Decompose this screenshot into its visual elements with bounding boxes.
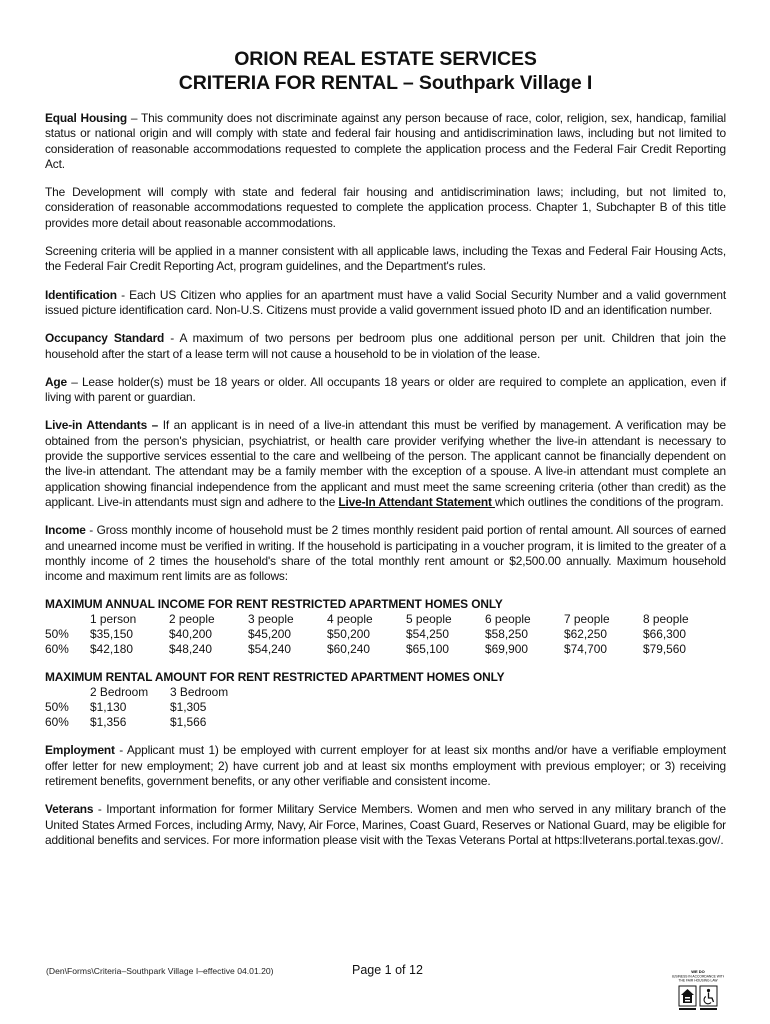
income-header-cell: 3 people xyxy=(248,612,294,627)
occupancy-paragraph xyxy=(45,331,726,362)
table-cell: $79,560 xyxy=(643,642,686,657)
income-table-header-row xyxy=(45,612,722,627)
veterans-term: Veterans xyxy=(45,802,94,817)
logo-text-2: BUSINESS IN ACCORDANCE WITH xyxy=(672,974,724,979)
row-label: 50% xyxy=(45,700,69,715)
live-in-text: If an applicant is in need of a live-in attendant this must be verified by management. A verification may be obtained from the person's physician, psychiatrist, or health care provider verifying whether the live-in attendant is necessary to provide the supportive services essential to the care and wellbeing of the person. The applicant cannot be financially dependent on the live-in attendant. The attendant may be a family member with the exception of a spouse. A live-in attendant must complete an application showing financial independence from the applicant and must meet the same screening criteria (other than credit) as the applicant. Live-in attendants must sign and adhere to the xyxy=(45,418,727,509)
table-cell: $40,200 xyxy=(169,627,212,642)
table-cell: $1,566 xyxy=(170,715,207,730)
income-table xyxy=(45,612,722,657)
income-header-cell: 2 people xyxy=(169,612,215,627)
table-cell: $1,305 xyxy=(170,700,207,715)
table-cell: $35,150 xyxy=(90,627,133,642)
income-header-cell: 8 people xyxy=(643,612,689,627)
company-title: ORION REAL ESTATE SERVICES xyxy=(234,48,537,70)
live-in-term: Live-in Attendants – xyxy=(45,418,159,433)
development-paragraph: The Development will comply with state and federal fair housing and antidiscrimination laws; including, but not limited to, consideration of reasonable accommodations requested to complete the application process. Chapter 1, Subchapter B of this title provides more detail about reasonable accommodations. xyxy=(45,185,726,230)
rent-table-header-row xyxy=(45,685,250,700)
table-cell: $54,250 xyxy=(406,627,449,642)
table-cell: $54,240 xyxy=(248,642,291,657)
row-label: 60% xyxy=(45,642,69,657)
equal-housing-paragraph xyxy=(45,111,726,172)
rent-header-cell: 3 Bedroom xyxy=(170,685,229,700)
table-cell: $50,200 xyxy=(327,627,370,642)
age-paragraph xyxy=(45,375,726,406)
table-cell: $66,300 xyxy=(643,627,686,642)
rent-header-cell: 2 Bedroom xyxy=(90,685,149,700)
table-cell: $60,240 xyxy=(327,642,370,657)
table-cell: $1,130 xyxy=(90,700,127,715)
document-title: CRITERIA FOR RENTAL – Southpark Village I xyxy=(178,72,593,94)
equal-housing-text: – This community does not discriminate against any person because of race, color, religion, sex, handicap, familial status or national origin and will comply with state and federal fair housing and antidiscrimination laws, including but not limited to consideration of reasonable accommodations requested to complete the application process and the Federal Fair Credit Reporting Act. xyxy=(45,111,726,171)
table-row xyxy=(45,642,722,657)
rent-table xyxy=(45,685,250,730)
row-label: 50% xyxy=(45,627,69,642)
table-row xyxy=(45,627,722,642)
income-paragraph xyxy=(45,523,726,584)
screening-paragraph: Screening criteria will be applied in a manner consistent with all applicable laws, including the Texas and Federal Fair Housing Acts, the Federal Fair Credit Reporting Act, program guidelines, and the Department's rules. xyxy=(45,244,726,274)
employment-text: - Applicant must 1) be employed with current employer for at least six months and/or have a verifiable employment offer letter for new employment; 2) have current job and at least six months employment with previous employer; or 3) receiving retirement benefits, government benefits, or any other verifiable and consistent income. xyxy=(45,743,726,789)
table-cell: $42,180 xyxy=(90,642,133,657)
footer-file-path: (Den\Forms\Criteria–Southpark Village I–effective 04.01.20) xyxy=(46,966,274,976)
veterans-paragraph xyxy=(45,802,726,848)
live-in-statement-link[interactable]: Live-In Attendant Statement xyxy=(338,494,495,509)
live-in-paragraph xyxy=(45,418,726,510)
table-cell: $69,900 xyxy=(485,642,528,657)
row-label: 60% xyxy=(45,715,69,730)
employment-paragraph xyxy=(45,743,726,789)
page-number: Page 1 of 12 xyxy=(352,963,423,977)
occupancy-term: Occupancy Standard xyxy=(45,331,165,346)
income-header-cell: 7 people xyxy=(564,612,610,627)
age-text: – Lease holder(s) must be 18 years or older. All occupants 18 years or older are required to complete an application, even if living with parent or guardian. xyxy=(45,374,726,405)
table-cell: $62,250 xyxy=(564,627,607,642)
identification-term: Identification xyxy=(45,287,117,302)
house-body-shape xyxy=(683,995,692,1003)
income-text: - Gross monthly income of household must be 2 times monthly resident paid portion of rental amount. All sources of earned and unearned income must be verified in writing. If the household is participating in a voucher program, it is limited to the greater of a monthly income of 2 times the household's share of the total monthly rent amount or $2,500.00 annually. Maximum household income and maximum rent limits are as follows: xyxy=(45,523,726,584)
income-header-cell: 4 people xyxy=(327,612,373,627)
logo-text-1: WE DO xyxy=(691,969,705,974)
employment-term: Employment xyxy=(45,743,115,758)
identification-text: - Each US Citizen who applies for an apartment must have a valid Social Security Number and a valid government issued picture identification card. Non-U.S. Citizens must provide a valid government issued photo ID and an identification number. xyxy=(45,287,726,317)
table-row xyxy=(45,715,250,730)
income-header-cell: 6 people xyxy=(485,612,531,627)
table-cell: $45,200 xyxy=(248,627,291,642)
income-header-cell: 5 people xyxy=(406,612,452,627)
house-roof-shape xyxy=(681,989,694,995)
logo-text-3: THE FAIR HOUSING LAW xyxy=(678,978,718,983)
live-in-text-after: which outlines the conditions of the program. xyxy=(494,494,724,509)
veterans-text: - Important information for former Military Service Members. Women and men who served in any military branch of the United States Armed Forces, including Army, Navy, Air Force, Marines, Coast Guard, Reserves or National Guard, may be eligible for additional benefits and services. For more information please visit with the Texas Veterans Portal at https:lIveterans.portal.texas.gov/. xyxy=(45,802,726,847)
document-header xyxy=(45,47,726,95)
equal-housing-term: Equal Housing xyxy=(45,111,128,125)
table-cell: $48,240 xyxy=(169,642,212,657)
table-cell: $58,250 xyxy=(485,627,528,642)
identification-paragraph xyxy=(45,288,726,319)
fair-housing-logo xyxy=(672,968,724,1016)
table-cell: $1,356 xyxy=(90,715,127,730)
age-term: Age xyxy=(45,374,68,389)
table-row xyxy=(45,700,250,715)
income-header-cell: 1 person xyxy=(90,612,137,627)
table-cell: $65,100 xyxy=(406,642,449,657)
income-term: Income xyxy=(45,523,86,538)
occupancy-text: - A maximum of two persons per bedroom plus one additional person per unit. Children that join the household after the start of a lease term will not cause a household to be in violation of the lease. xyxy=(45,331,726,361)
rent-table-title: MAXIMUM RENTAL AMOUNT FOR RENT RESTRICTED APARTMENT HOMES ONLY xyxy=(45,670,505,685)
table-cell: $74,700 xyxy=(564,642,607,657)
equal-housing-icon xyxy=(672,968,724,1016)
income-table-title: MAXIMUM ANNUAL INCOME FOR RENT RESTRICTED APARTMENT HOMES ONLY xyxy=(45,597,503,612)
